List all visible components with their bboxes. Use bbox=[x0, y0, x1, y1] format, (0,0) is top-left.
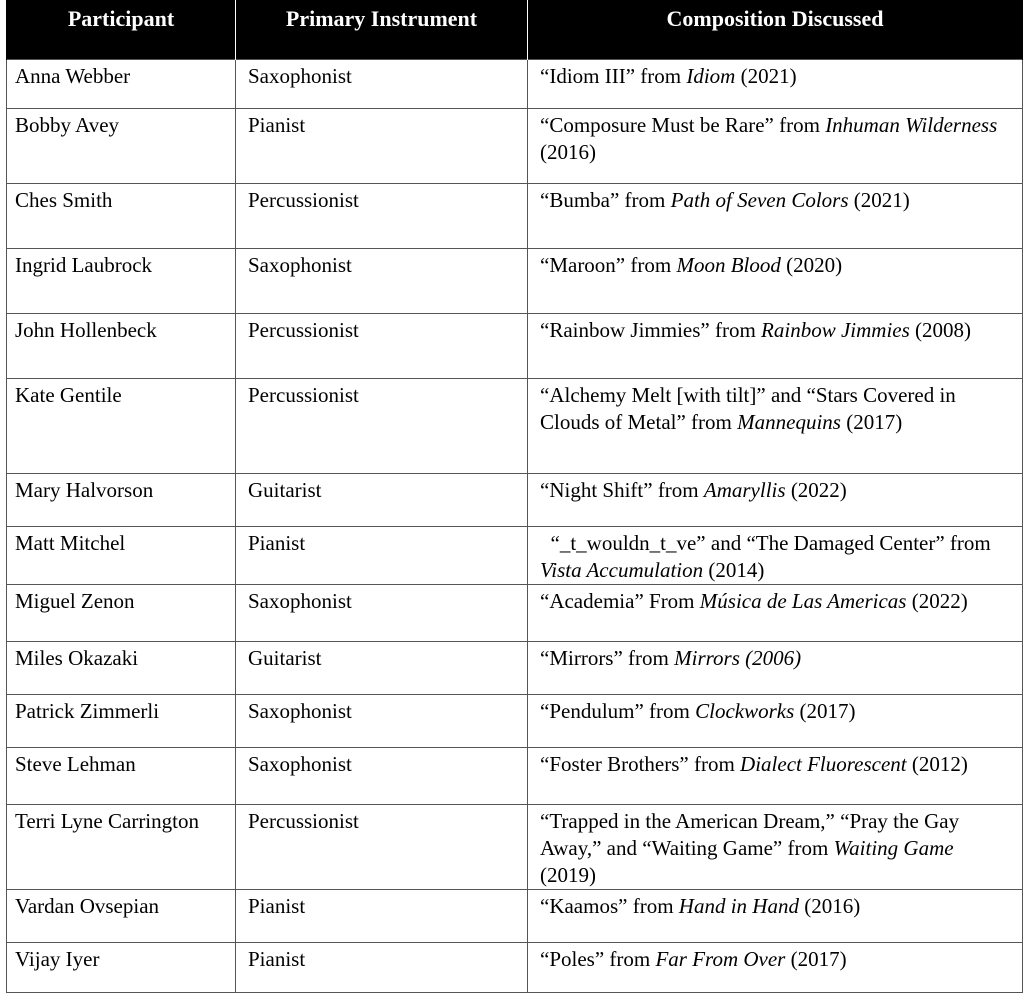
header-row bbox=[7, 0, 1023, 59]
composition-cell bbox=[528, 942, 1023, 992]
composition-text: (2021) bbox=[735, 63, 797, 88]
composition-text: “Composure Must be Rare” from bbox=[540, 112, 826, 137]
composition-text: (2021) bbox=[848, 187, 910, 212]
composition-text: (2020) bbox=[780, 252, 843, 277]
composition-cell bbox=[528, 108, 1023, 183]
instrument-cell: Pianist bbox=[236, 108, 528, 183]
table-row bbox=[7, 747, 1023, 804]
header-composition-discussed: Composition Discussed bbox=[528, 0, 1023, 59]
album-title: Far From Over bbox=[655, 946, 786, 971]
instrument-cell: Pianist bbox=[236, 942, 528, 992]
composition-cell bbox=[528, 641, 1023, 694]
instrument-cell: Pianist bbox=[236, 889, 528, 942]
album-title: Waiting Game bbox=[833, 835, 954, 860]
participant-cell: John Hollenbeck bbox=[7, 313, 236, 378]
header-primary-instrument: Primary Instrument bbox=[236, 0, 528, 59]
composition-text: “_t_wouldn_t_ve” and “The Damaged Center” from bbox=[540, 530, 997, 555]
composition-text: “Alchemy Melt [with tilt]” and “Stars Covered in Clouds of Metal” from bbox=[540, 382, 956, 434]
table-row bbox=[7, 183, 1023, 248]
table-row bbox=[7, 694, 1023, 747]
album-title: Mannequins bbox=[737, 409, 841, 434]
composition-cell bbox=[528, 313, 1023, 378]
composition-text: (2017) bbox=[785, 946, 847, 971]
composition-cell bbox=[528, 473, 1023, 526]
album-title: Dialect Fluorescent bbox=[740, 751, 907, 776]
participants-table bbox=[6, 0, 1023, 993]
composition-cell bbox=[528, 526, 1023, 584]
composition-text: “Bumba” from bbox=[540, 187, 671, 212]
composition-text: “Kaamos” from bbox=[540, 893, 679, 918]
composition-text: (2008) bbox=[909, 317, 972, 342]
composition-text: “Foster Brothers” from bbox=[540, 751, 741, 776]
participant-cell: Kate Gentile bbox=[7, 378, 236, 473]
table-row bbox=[7, 889, 1023, 942]
composition-text: “Night Shift” from bbox=[540, 477, 704, 502]
table-row bbox=[7, 313, 1023, 378]
table-row bbox=[7, 248, 1023, 313]
participant-cell: Vardan Ovsepian bbox=[7, 889, 236, 942]
album-title: Inhuman Wilderness bbox=[825, 112, 998, 137]
participant-cell: Anna Webber bbox=[7, 59, 236, 108]
instrument-cell: Pianist bbox=[236, 526, 528, 584]
composition-text: “Poles” from bbox=[540, 946, 656, 971]
table-row bbox=[7, 641, 1023, 694]
album-title: Mirrors (2006) bbox=[674, 645, 802, 670]
instrument-cell: Saxophonist bbox=[236, 59, 528, 108]
composition-text: “Idiom III” from bbox=[540, 63, 687, 88]
composition-cell bbox=[528, 584, 1023, 641]
composition-text: (2016) bbox=[798, 893, 861, 918]
table-body bbox=[7, 59, 1023, 992]
composition-cell bbox=[528, 889, 1023, 942]
album-title: Hand in Hand bbox=[678, 893, 799, 918]
table-row bbox=[7, 59, 1023, 108]
participant-cell: Miguel Zenon bbox=[7, 584, 236, 641]
composition-text: “Pendulum” from bbox=[540, 698, 696, 723]
album-title: Clockworks bbox=[695, 698, 795, 723]
table-header bbox=[7, 0, 1023, 59]
composition-cell bbox=[528, 804, 1023, 889]
composition-cell bbox=[528, 248, 1023, 313]
composition-cell bbox=[528, 183, 1023, 248]
participant-cell: Vijay Iyer bbox=[7, 942, 236, 992]
album-title: Idiom bbox=[686, 63, 736, 88]
participant-cell: Steve Lehman bbox=[7, 747, 236, 804]
composition-text: “Mirrors” from bbox=[540, 645, 675, 670]
composition-text: (2017) bbox=[840, 409, 903, 434]
composition-text: (2017) bbox=[794, 698, 856, 723]
composition-cell bbox=[528, 694, 1023, 747]
table-row bbox=[7, 584, 1023, 641]
participant-cell: Miles Okazaki bbox=[7, 641, 236, 694]
composition-text: (2014) bbox=[703, 557, 765, 582]
composition-text: “Rainbow Jimmies” from bbox=[540, 317, 762, 342]
composition-cell bbox=[528, 378, 1023, 473]
composition-text: (2012) bbox=[906, 751, 968, 776]
album-title: Rainbow Jimmies bbox=[761, 317, 910, 342]
album-title: Música de Las Americas bbox=[699, 588, 907, 613]
composition-cell bbox=[528, 59, 1023, 108]
composition-text: (2016) bbox=[540, 112, 1003, 164]
composition-text: “Maroon” from bbox=[540, 252, 677, 277]
composition-text: (2019) bbox=[540, 835, 959, 887]
table-row bbox=[7, 942, 1023, 992]
table-row bbox=[7, 804, 1023, 889]
participant-cell: Mary Halvorson bbox=[7, 473, 236, 526]
composition-cell bbox=[528, 747, 1023, 804]
participant-cell: Matt Mitchel bbox=[7, 526, 236, 584]
composition-text: “Trapped in the American Dream,” “Pray the Gay Away,” and “Waiting Game” from bbox=[540, 808, 960, 860]
table-row bbox=[7, 108, 1023, 183]
instrument-cell: Saxophonist bbox=[236, 248, 528, 313]
table-row bbox=[7, 473, 1023, 526]
album-title: Path of Seven Colors bbox=[670, 187, 849, 212]
table-row bbox=[7, 378, 1023, 473]
instrument-cell: Percussionist bbox=[236, 313, 528, 378]
instrument-cell: Percussionist bbox=[236, 378, 528, 473]
album-title: Vista Accumulation bbox=[540, 557, 704, 582]
album-title: Moon Blood bbox=[676, 252, 781, 277]
participant-cell: Ches Smith bbox=[7, 183, 236, 248]
instrument-cell: Saxophonist bbox=[236, 584, 528, 641]
instrument-cell: Percussionist bbox=[236, 804, 528, 889]
table-row bbox=[7, 526, 1023, 584]
instrument-cell: Guitarist bbox=[236, 473, 528, 526]
instrument-cell: Saxophonist bbox=[236, 694, 528, 747]
instrument-cell: Percussionist bbox=[236, 183, 528, 248]
participant-cell: Terri Lyne Carrington bbox=[7, 804, 236, 889]
composition-text: (2022) bbox=[785, 477, 847, 502]
instrument-cell: Guitarist bbox=[236, 641, 528, 694]
instrument-cell: Saxophonist bbox=[236, 747, 528, 804]
header-participant: Participant bbox=[7, 0, 236, 59]
album-title: Amaryllis bbox=[703, 477, 786, 502]
composition-text: (2022) bbox=[906, 588, 968, 613]
participant-cell: Bobby Avey bbox=[7, 108, 236, 183]
participant-cell: Patrick Zimmerli bbox=[7, 694, 236, 747]
participant-cell: Ingrid Laubrock bbox=[7, 248, 236, 313]
composition-text: “Academia” From bbox=[540, 588, 700, 613]
